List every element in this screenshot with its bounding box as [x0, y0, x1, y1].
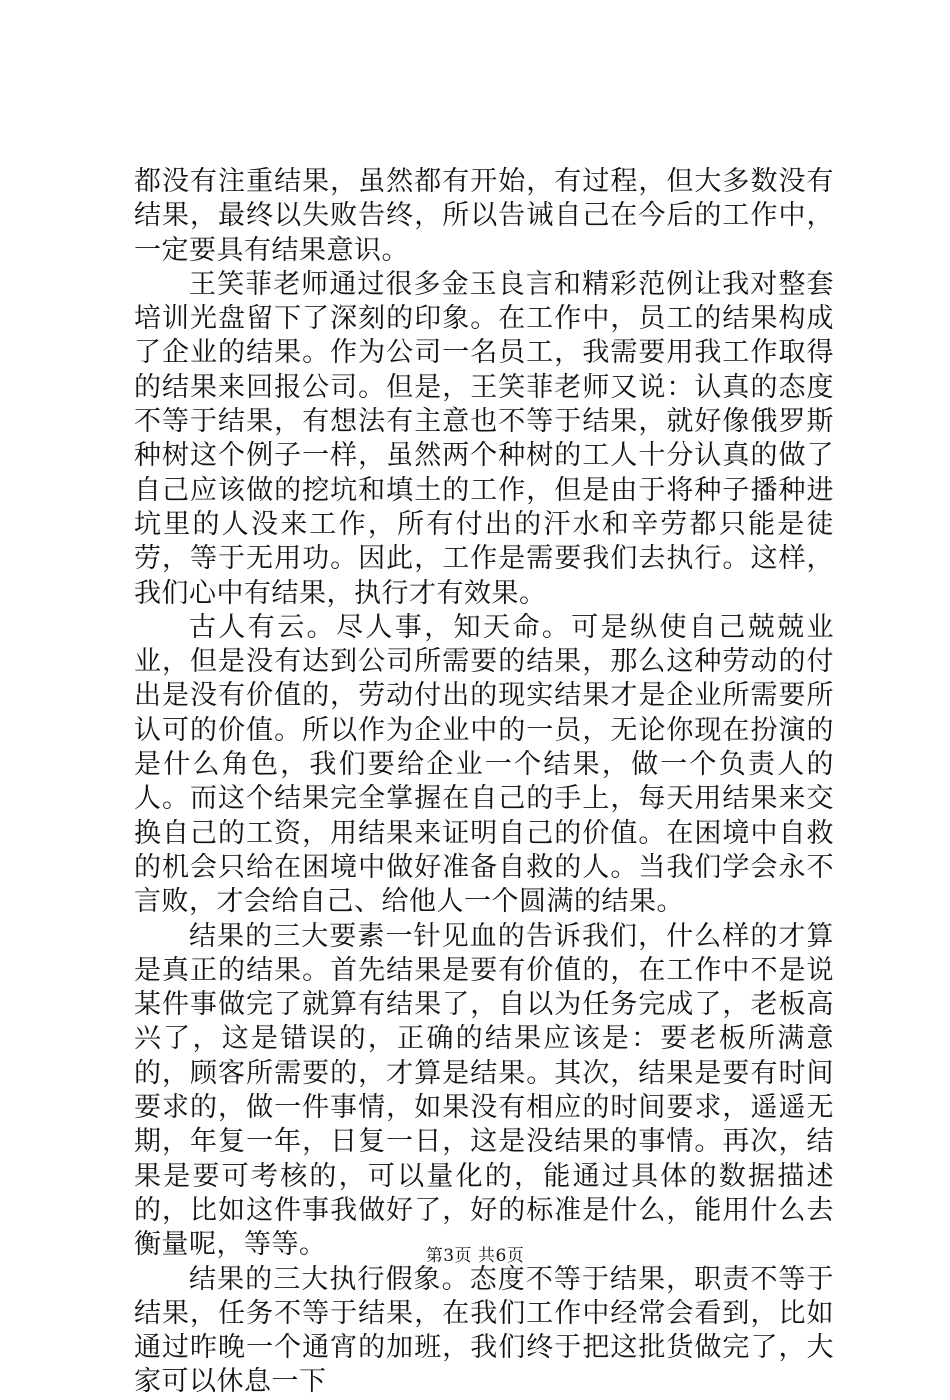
document-body — [134, 165, 834, 1400]
paragraph: 王笑菲老师通过很多金玉良言和精彩范例让我对整套培训光盘留下了深刻的印象。在工作中，员工的结果构成了企业的结果。作为公司一名员工，我需要用我工作取得的结果来回报公司。但是，王笑菲老师又说：认真的态度不等于结果，有想法有主意也不等于结果，就好像俄罗斯种树这个例子一样，虽然两个种树的工人十分认真的做了自己应该做的挖坑和填土的工作，但是由于将种子播种进坑里的人没来工作，所有付出的汗水和辛劳都只能是徒劳，等于无用功。因此，工作是需要我们去执行。这样，我们心中有结果，执行才有效果。 — [134, 268, 834, 609]
paragraph: 古人有云。尽人事，知天命。可是纵使自己兢兢业业，但是没有达到公司所需要的结果，那么这种劳动的付出是没有价值的，劳动付出的现实结果才是企业所需要所认可的价值。所以作为企业中的一员，无论你现在扮演的是什么角色，我们要给企业一个结果，做一个负责人的人。而这个结果完全掌握在自己的手上，每天用结果来交换自己的工资，用结果来证明自己的价值。在困境中自救的机会只给在困境中做好准备自救的人。当我们学会永不言败，才会给自己、给他人一个圆满的结果。 — [134, 611, 834, 918]
page-number: 第3页 共6页 — [425, 1246, 525, 1266]
paragraph-continued: 都没有注重结果，虽然都有开始，有过程，但大多数没有结果，最终以失败告终，所以告诫自己在今后的工作中，一定要具有结果意识。 — [134, 166, 834, 266]
paragraph: 结果的三大要素一针见血的告诉我们，什么样的才算是真正的结果。首先结果是要有价值的，在工作中不是说某件事做完了就算有结果了，自以为任务完成了，老板高兴了，这是错误的，正确的结果应该是：要老板所满意的，顾客所需要的，才算是结果。其次，结果是要有时间要求的，做一件事情，如果没有相应的时间要求，遥遥无期，年复一年，日复一日，这是没结果的事情。再次，结果是要可考核的，可以量化的，能通过具体的数据描述的，比如这件事我做好了，好的标准是什么，能用什么去衡量呢，等等。 — [134, 920, 834, 1261]
paragraph: 结果的三大执行假象。态度不等于结果，职责不等于结果，任务不等于结果，在我们工作中经常会看到，比如通过昨晚一个通宵的加班，我们终于把这批货做完了，大家可以休息一下 — [134, 1263, 834, 1398]
